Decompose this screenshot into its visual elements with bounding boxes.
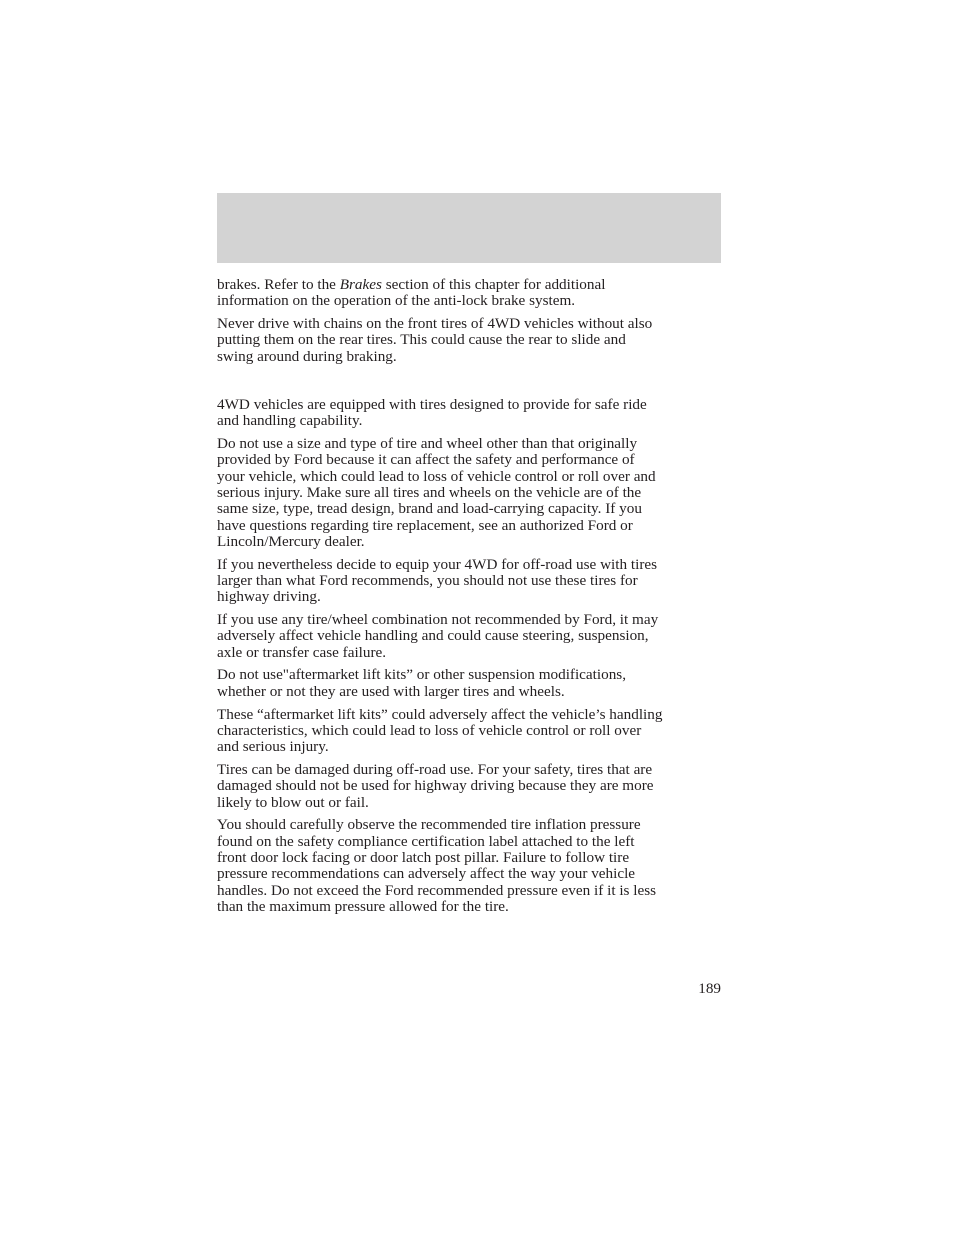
text-line: You should carefully observe the recommended tire inflation pressure (217, 816, 641, 834)
section-header-band (217, 193, 721, 263)
text-line: provided by Ford because it can affect the safety and performance of (217, 451, 635, 469)
text-line: If you use any tire/wheel combination not recommended by Ford, it may (217, 611, 659, 629)
text-line: axle or transfer case failure. (217, 643, 387, 661)
paragraph (217, 667, 727, 700)
paragraph (217, 316, 727, 365)
paragraph (217, 762, 727, 811)
text-line: likely to blow out or fail. (217, 793, 369, 811)
text-line: your vehicle, which could lead to loss of vehicle control or roll over and (217, 467, 656, 485)
body-text (217, 277, 727, 922)
text-line: adversely affect vehicle handling and could cause steering, suspension, (217, 627, 649, 645)
text-line: Never drive with chains on the front tires of 4WD vehicles without also (217, 315, 653, 333)
text-line: damaged should not be used for highway driving because they are more (217, 777, 654, 795)
text-line: larger than what Ford recommends, you should not use these tires for (217, 571, 638, 589)
text-line: Do not use"aftermarket lift kits” or other suspension modifications, (217, 666, 627, 684)
text-run: section of this chapter for additional (381, 276, 606, 293)
paragraph (217, 436, 727, 550)
text-line: found on the safety compliance certification label attached to the left (217, 832, 635, 850)
text-line: and serious injury. (217, 738, 329, 756)
text-line: serious injury. Make sure all tires and wheels on the vehicle are of the (217, 483, 642, 501)
paragraph (217, 557, 727, 606)
text-run: brakes. Refer to the (217, 276, 340, 293)
text-line: 4WD vehicles are equipped with tires designed to provide for safe ride (217, 395, 647, 413)
text-line: whether or not they are used with larger tires and wheels. (217, 682, 565, 700)
text-line: swing around during braking. (217, 347, 397, 365)
paragraph (217, 277, 727, 310)
paragraph (217, 817, 727, 915)
text-line (217, 277, 727, 293)
text-line: handles. Do not exceed the Ford recommended pressure even if it is less (217, 881, 657, 899)
text-line: than the maximum pressure allowed for the tire. (217, 897, 509, 915)
text-line: Lincoln/Mercury dealer. (217, 532, 365, 550)
text-line: same size, type, tread design, brand and load-carrying capacity. If you (217, 500, 642, 518)
text-line: highway driving. (217, 588, 321, 606)
text-line: and handling capability. (217, 412, 363, 430)
text-line: information on the operation of the anti-lock brake system. (217, 292, 576, 310)
brakes-reference: Brakes (339, 276, 382, 293)
text-line: characteristics, which could lead to loss of vehicle control or roll over (217, 721, 642, 739)
paragraph (217, 707, 727, 756)
text-line: pressure recommendations can adversely affect the way your vehicle (217, 865, 636, 883)
text-line: front door lock facing or door latch post pillar. Failure to follow tire (217, 848, 630, 866)
page-number: 189 (698, 980, 721, 997)
text-line: These “aftermarket lift kits” could adversely affect the vehicle’s handling (217, 705, 663, 723)
paragraph (217, 612, 727, 661)
text-line: Tires can be damaged during off-road use. For your safety, tires that are (217, 760, 653, 778)
text-line: putting them on the rear tires. This could cause the rear to slide and (217, 331, 626, 349)
text-line: Do not use a size and type of tire and wheel other than that originally (217, 435, 638, 453)
text-line: If you nevertheless decide to equip your 4WD for off-road use with tires (217, 555, 658, 573)
paragraph (217, 397, 727, 430)
text-line: have questions regarding tire replacement, see an authorized Ford or (217, 516, 633, 534)
